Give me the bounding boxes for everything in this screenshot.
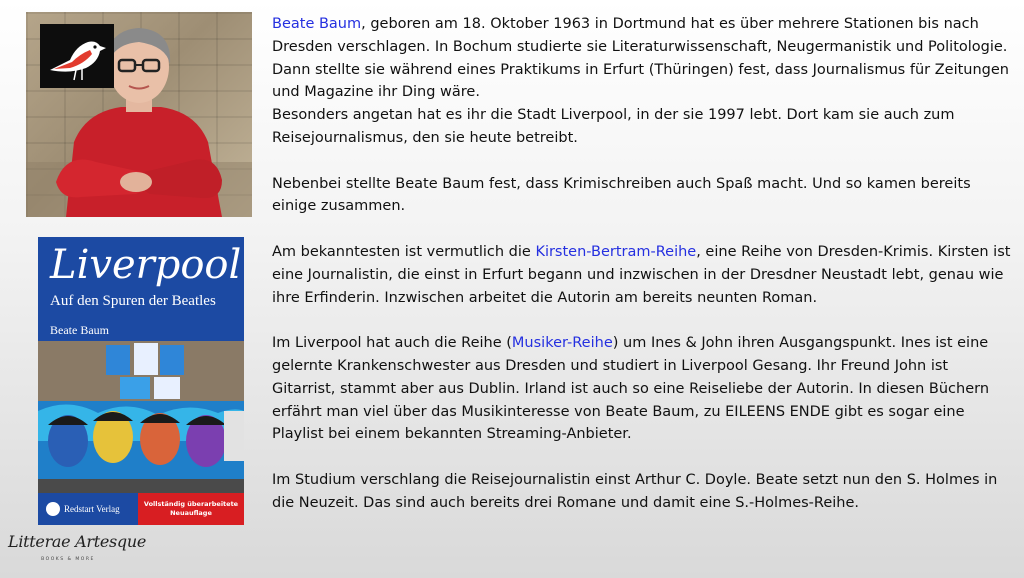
edition-badge [138,493,244,525]
publisher-logo-icon [46,502,60,516]
musiker-series-link[interactable]: Musiker-Reihe [511,335,613,352]
cover-footer [38,493,244,525]
bio-paragraph-3: Nebenbei stellte Beate Baum fest, dass Krimischreiben auch Spaß macht. Und so kamen bereits einige zusammen. [272,175,971,215]
publisher-block [38,493,138,525]
author-photo [26,12,252,217]
bio-paragraph-6: Im Studium verschlang die Reisejournalistin einst Arthur C. Doyle. Beate setzt nun den S. Holmes in die Neuzeit. Das sind auch bereits drei Romane und damit eine S.-Holmes-Reihe. [272,471,998,511]
bio-paragraph-4: Am bekanntesten ist vermutlich die Kirsten-Bertram-Reihe, eine Reihe von Dresden-Krimis. Kirsten ist eine Journalistin, die einst in Erfurt begann und inzwischen in der Dresdner Neustadt lebt, genau wie ihre Erfinderin. Inzwischen arbeitet die Autorin am bereits neunten Roman. [272,243,1011,306]
logo-signature: Litterae Artesque [8,532,147,551]
bio-paragraph-2: Besonders angetan hat es ihr die Stadt Liverpool, in der sie 1997 lebt. Dort kam sie auch zum Reisejournalismus, den sie heute betreibt. [272,107,955,146]
bio-paragraph-5: Im Liverpool hat auch die Reihe (Musiker-Reihe) um Ines & John ihren Ausgangspunkt. Ines ist eine gelernte Krankenschwester aus Dresden und studiert in Liverpool Gesang. Ihr Freund John ist Gitarrist, stammt aber aus Dublin. Irland ist auch so eine Reiseliebe der Autorin. In diesen Büchern erfährt man viel über das Musikinteresse von Beate Baum, zu EILEENS ENDE gibt es sogar eine Playlist bei einem bekannten Streaming-Anbieter. [272,335,990,443]
edition-line-2: Neuauflage [170,509,212,517]
bio-paragraph-1: Beate Baum, geboren am 18. Oktober 1963 in Dortmund hat es über mehrere Stationen bis nach Dresden verschlagen. In Bochum studierte sie Literaturwissenschaft, Neugermanistik und Politologie. Dann stellte sie während eines Praktikums in Erfurt (Thüringen) fest, dass Journalismus für Zeitungen und Magazine ihr Ding wäre. [272,16,1009,101]
publisher-name: Redstart Verlag [64,504,120,514]
beatles-mural-image [38,341,244,493]
logo-tagline: BOOKS & MORE [41,557,95,562]
litterae-artesque-logo [8,532,147,572]
kirsten-bertram-series-link[interactable]: Kirsten-Bertram-Reihe [535,243,697,260]
book-title: Liverpool [50,242,242,288]
bird-logo [40,24,114,88]
author-biography [272,13,1012,515]
book-author: Beate Baum [50,323,109,337]
bird-icon [40,24,114,88]
book-subtitle: Auf den Spuren der Beatles [50,293,216,309]
author-name-link[interactable]: Beate Baum [272,16,362,32]
edition-line-1: Vollständig überarbeitete [143,499,239,508]
book-cover [38,237,244,525]
